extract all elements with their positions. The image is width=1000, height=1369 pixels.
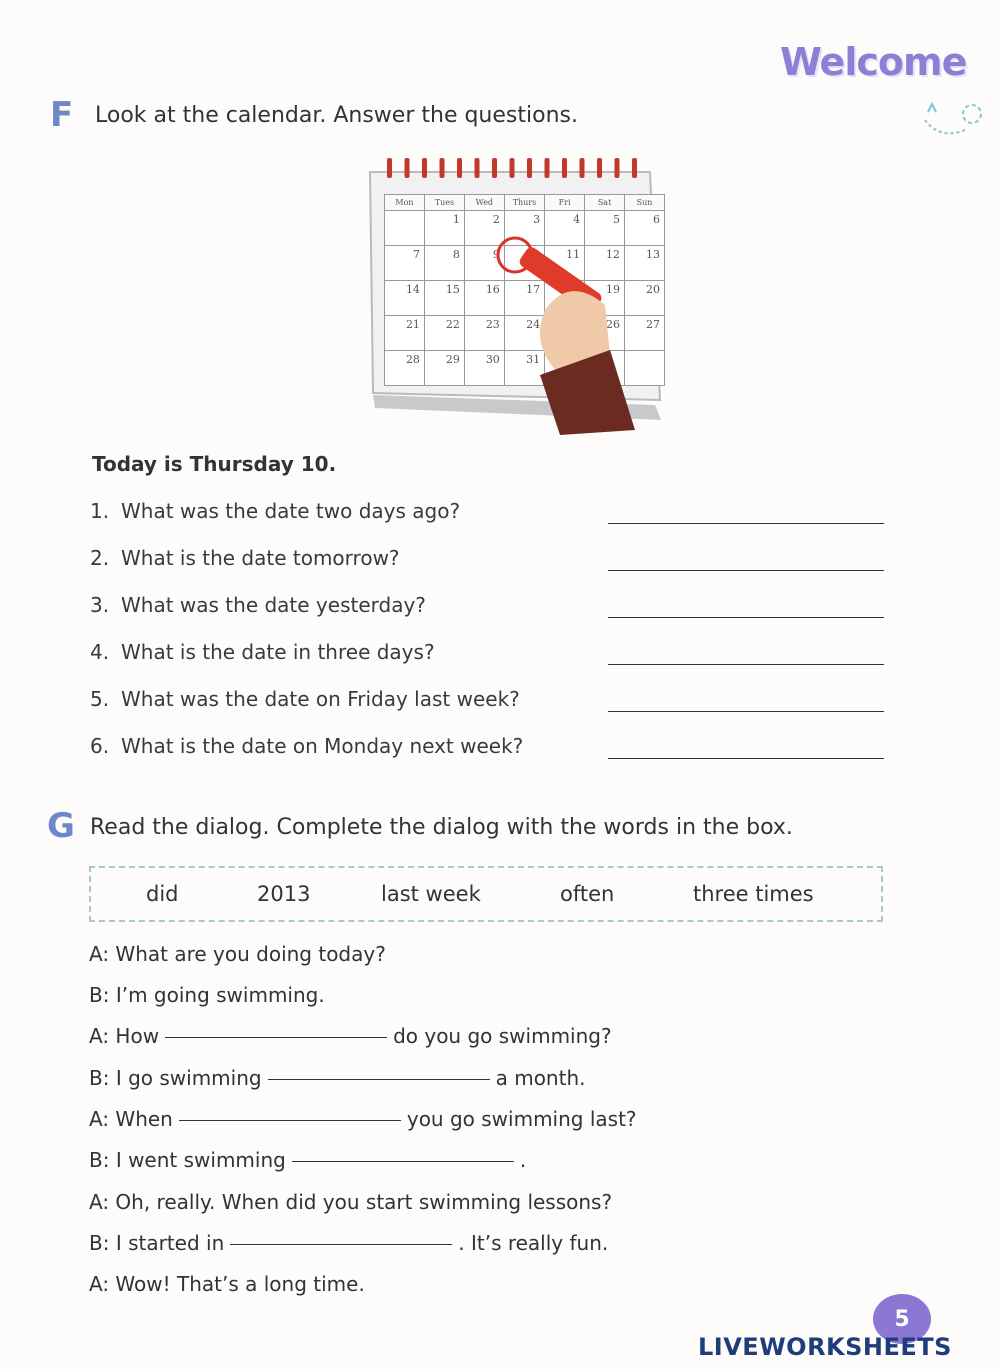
calendar-date: 13 — [625, 246, 665, 281]
calendar-date: 4 — [545, 211, 585, 246]
calendar-ring — [510, 158, 515, 178]
question-text: What is the date on Monday next week? — [121, 734, 524, 758]
calendar-ring — [527, 158, 532, 178]
question-text: What is the date tomorrow? — [121, 546, 400, 570]
calendar-date: 8 — [424, 246, 464, 281]
sparkle-decoration-icon — [920, 100, 995, 140]
word-last-week: last week — [381, 882, 481, 906]
calendar-ring — [562, 158, 567, 178]
calendar-ring — [440, 158, 445, 178]
dialog-line: B: I go swimming a month. — [89, 1066, 586, 1090]
hand-with-marker-icon — [490, 235, 650, 435]
answer-blank[interactable] — [179, 1120, 401, 1121]
calendar-ring — [387, 158, 392, 178]
calendar-day-header: Mon — [385, 195, 425, 211]
answer-line[interactable] — [608, 664, 884, 665]
calendar-ring — [545, 158, 550, 178]
calendar-date: 24 — [504, 316, 544, 351]
calendar-ring — [405, 158, 410, 178]
question-text: What was the date yesterday? — [121, 593, 426, 617]
question-text: What was the date two days ago? — [121, 499, 461, 523]
question-row — [90, 734, 885, 764]
calendar-ring — [475, 158, 480, 178]
calendar-date: 12 — [585, 246, 625, 281]
dialog-line: A: What are you doing today? — [89, 942, 386, 966]
calendar-date: 30 — [464, 351, 504, 386]
calendar-date: 27 — [625, 316, 665, 351]
calendar-date: 7 — [385, 246, 425, 281]
calendar-date: 14 — [385, 281, 425, 316]
question-text: What was the date on Friday last week? — [121, 687, 520, 711]
question-row — [90, 499, 885, 529]
question-number: 2. — [90, 546, 110, 570]
calendar-date: 23 — [464, 316, 504, 351]
word-2013: 2013 — [257, 882, 311, 906]
calendar-date: 16 — [464, 281, 504, 316]
answer-blank[interactable] — [268, 1079, 490, 1080]
calendar-day-header: Sat — [585, 195, 625, 211]
calendar-date: 20 — [625, 281, 665, 316]
section-g-instruction: Read the dialog. Complete the dialog with the words in the box. — [90, 815, 793, 840]
question-row — [90, 640, 885, 670]
calendar-ring — [632, 158, 637, 178]
calendar-date: 31 — [504, 351, 544, 386]
calendar-ring — [457, 158, 462, 178]
dialog-line: A: Wow! That’s a long time. — [89, 1272, 365, 1296]
question-number: 4. — [90, 640, 110, 664]
question-number: 6. — [90, 734, 110, 758]
dialog-line: B: I’m going swimming. — [89, 983, 325, 1007]
calendar-date: 5 — [585, 211, 625, 246]
question-text: What is the date in three days? — [121, 640, 435, 664]
calendar-ring — [580, 158, 585, 178]
calendar-date: 11 — [545, 246, 585, 281]
calendar-day-header: Wed — [464, 195, 504, 211]
calendar-date: 2 — [464, 211, 504, 246]
calendar-day-header: Fri — [545, 195, 585, 211]
calendar-date: 1 — [424, 211, 464, 246]
page-title: Welcome — [780, 40, 967, 84]
calendar-date: 29 — [424, 351, 464, 386]
section-f-letter: F — [50, 95, 74, 135]
dialog-line: B: I started in . It’s really fun. — [89, 1231, 609, 1255]
brand-logo: LIVEWORKSHEETS — [698, 1333, 952, 1361]
question-row — [90, 546, 885, 576]
question-row — [90, 687, 885, 717]
calendar-date: 22 — [424, 316, 464, 351]
dialog-line: A: How do you go swimming? — [89, 1024, 612, 1048]
answer-blank[interactable] — [292, 1161, 514, 1162]
today-statement: Today is Thursday 10. — [92, 452, 337, 476]
calendar-date: 28 — [385, 351, 425, 386]
calendar-date: 15 — [424, 281, 464, 316]
page-number: 5 — [873, 1294, 931, 1344]
calendar-day-header: Sun — [625, 195, 665, 211]
word-three-times: three times — [693, 882, 814, 906]
calendar-date: 6 — [625, 211, 665, 246]
answer-line[interactable] — [608, 758, 884, 759]
answer-line[interactable] — [608, 570, 884, 571]
calendar-date: 17 — [504, 281, 544, 316]
dialog-line: A: When you go swimming last? — [89, 1107, 637, 1131]
answer-line[interactable] — [608, 617, 884, 618]
calendar-date: 21 — [385, 316, 425, 351]
dialog-line: B: I went swimming . — [89, 1148, 527, 1172]
calendar-date: 19 — [585, 281, 625, 316]
word-did: did — [146, 882, 179, 906]
answer-line[interactable] — [608, 523, 884, 524]
question-number: 3. — [90, 593, 110, 617]
calendar-day-header: Tues — [424, 195, 464, 211]
calendar-ring — [615, 158, 620, 178]
calendar-ring — [492, 158, 497, 178]
answer-blank[interactable] — [230, 1244, 452, 1245]
calendar-ring — [597, 158, 602, 178]
calendar-date: 3 — [504, 211, 544, 246]
word-box — [89, 866, 883, 922]
word-often: often — [560, 882, 615, 906]
question-row — [90, 593, 885, 623]
section-g-letter: G — [47, 806, 75, 846]
question-number: 5. — [90, 687, 110, 711]
calendar-illustration — [365, 150, 665, 435]
calendar-date: 26 — [585, 316, 625, 351]
dialog-line: A: Oh, really. When did you start swimming lessons? — [89, 1190, 613, 1214]
calendar-day-header: Thurs — [504, 195, 544, 211]
calendar-date: 9 — [464, 246, 504, 281]
section-f-instruction: Look at the calendar. Answer the questions. — [95, 103, 578, 128]
question-number: 1. — [90, 499, 110, 523]
calendar-ring — [422, 158, 427, 178]
answer-line[interactable] — [608, 711, 884, 712]
answer-blank[interactable] — [165, 1037, 387, 1038]
calendar-date — [385, 211, 425, 246]
